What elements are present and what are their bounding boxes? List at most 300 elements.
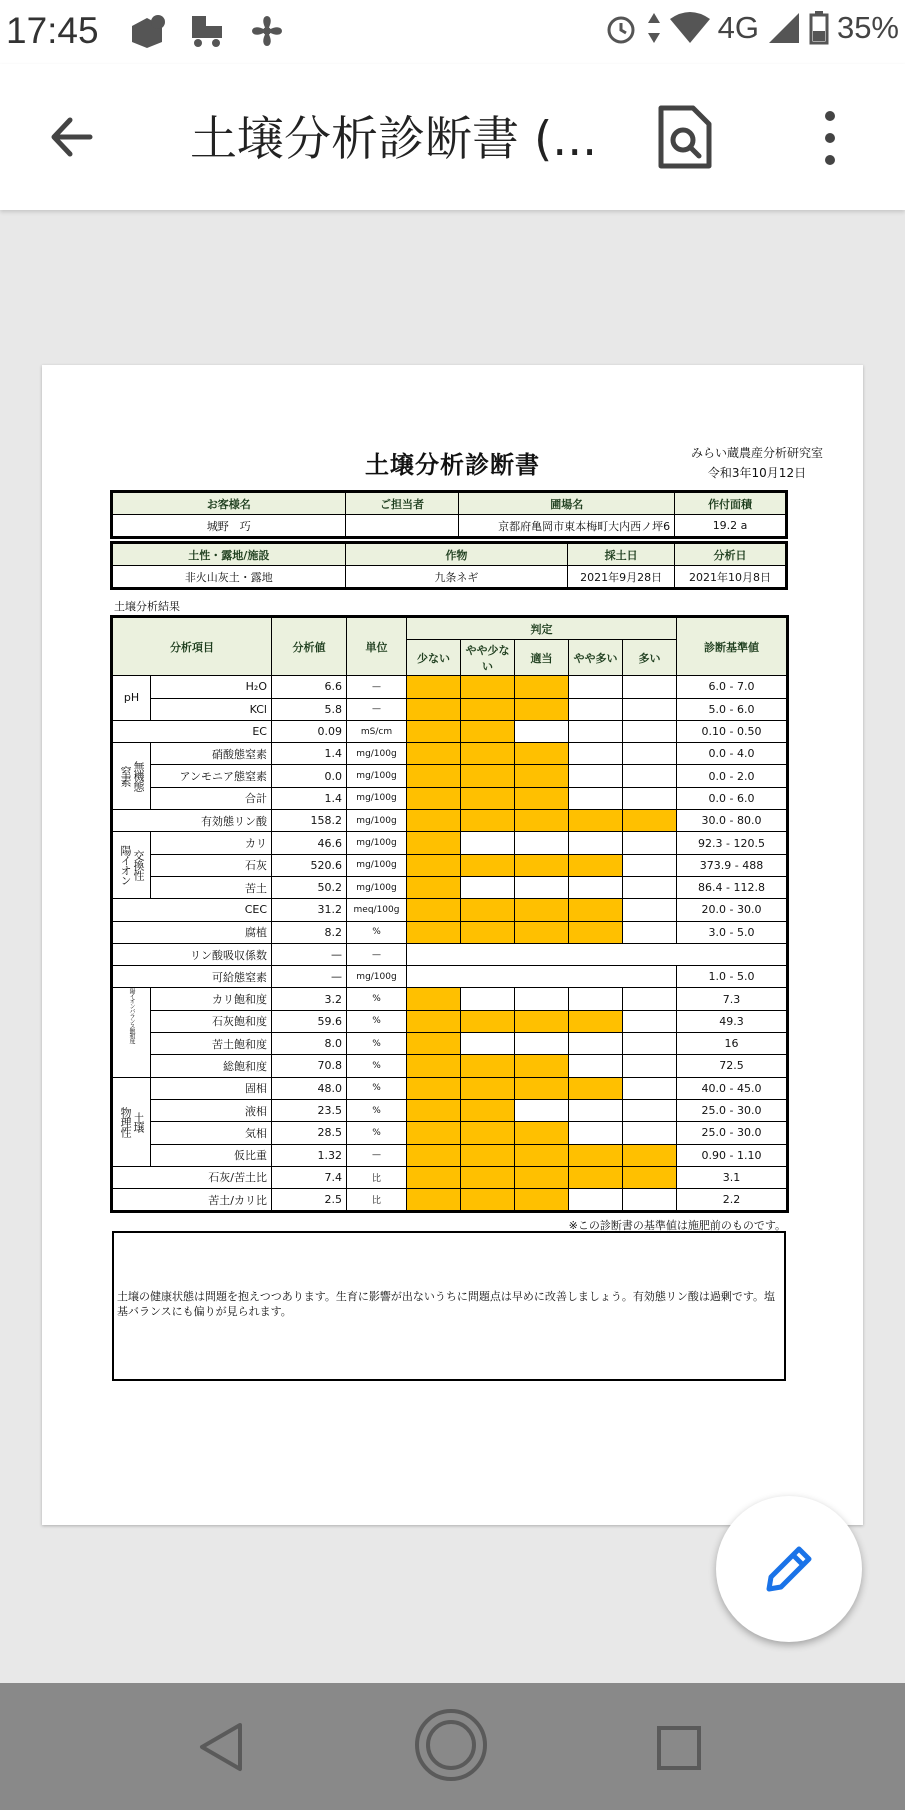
- item-unit: —: [347, 943, 407, 965]
- battery-icon: [809, 11, 829, 45]
- judgement-bar-cell: [407, 1122, 461, 1144]
- judgement-bar-cell: [515, 765, 569, 787]
- table-row: [113, 743, 787, 765]
- header-value: 分析値: [272, 618, 347, 676]
- item-value: 5.8: [272, 698, 347, 720]
- table-row: [113, 1055, 787, 1077]
- judgement-bar-cell: [515, 743, 569, 765]
- item-unit: mg/100g: [347, 832, 407, 854]
- crop: 九条ネギ: [345, 566, 568, 588]
- item-value: —: [272, 966, 347, 988]
- judgement-bar-cell: [623, 988, 677, 1010]
- level-low: 少ない: [407, 640, 461, 676]
- item-criteria: 92.3 - 120.5: [677, 832, 787, 854]
- judgement-bar-cell: [569, 1077, 623, 1099]
- item-value: —: [272, 943, 347, 965]
- table-row: [113, 988, 787, 1010]
- item-criteria: 86.4 - 112.8: [677, 876, 787, 898]
- item-name: 苦土/カリ比: [113, 1189, 272, 1211]
- item-value: 1.32: [272, 1144, 347, 1166]
- analysis-date: 2021年10月8日: [675, 566, 786, 588]
- judgement-bar-cell: [407, 720, 461, 742]
- judgement-bar-cell: [461, 765, 515, 787]
- delivery-truck-icon: [188, 12, 226, 50]
- app-notification-icon: [128, 12, 166, 50]
- item-criteria: 0.90 - 1.10: [677, 1144, 787, 1166]
- table-row: [113, 921, 787, 943]
- judgement-bar-cell: [461, 1166, 515, 1188]
- judgement-bar-cell: [407, 1099, 461, 1121]
- customer-name: 城野 巧: [113, 515, 346, 537]
- judgement-bar-cell: [623, 854, 677, 876]
- level-slightly-high: やや多い: [569, 640, 623, 676]
- table-row: [113, 876, 787, 898]
- planting-area: 19.2 a: [675, 515, 786, 537]
- item-value: 2.5: [272, 1189, 347, 1211]
- judgement-bar-cell: [515, 676, 569, 698]
- item-value: 8.2: [272, 921, 347, 943]
- judgement-bar-cell: [407, 832, 461, 854]
- judgement-bar-cell: [623, 921, 677, 943]
- judgement-bar-cell: [623, 1144, 677, 1166]
- data-transfer-icon: [646, 11, 662, 45]
- judgement-bar-cell: [461, 1055, 515, 1077]
- item-name: カリ飽和度: [151, 988, 272, 1010]
- item-criteria: 373.9 - 488: [677, 854, 787, 876]
- soil-type: 非火山灰土・露地: [113, 566, 346, 588]
- judgement-bar-cell: [569, 988, 623, 1010]
- judgement-bar-cell: [461, 1144, 515, 1166]
- judgement-bar-cell: [515, 1055, 569, 1077]
- item-name: 腐植: [113, 921, 272, 943]
- judgement-bar-cell: [461, 832, 515, 854]
- judgement-bar-cell: [515, 1010, 569, 1032]
- group-nitrogen: [113, 743, 151, 810]
- group-cation-outer: 陽イオン: [119, 845, 132, 886]
- judgement-bar-cell: [515, 899, 569, 921]
- item-value: 31.2: [272, 899, 347, 921]
- item-criteria: 30.0 - 80.0: [677, 810, 787, 832]
- item-unit: %: [347, 1055, 407, 1077]
- judgement-bar-cell: [407, 676, 461, 698]
- judgement-bar-cell: [407, 1189, 461, 1211]
- item-criteria: 49.3: [677, 1010, 787, 1032]
- level-high: 多い: [623, 640, 677, 676]
- item-value: 28.5: [272, 1122, 347, 1144]
- judgement-bar-cell: [461, 787, 515, 809]
- group-physical-outer: 物理性: [119, 1106, 132, 1137]
- judgement-bar-cell: [515, 1099, 569, 1121]
- table-row: [113, 787, 787, 809]
- item-value: 50.2: [272, 876, 347, 898]
- item-unit: meq/100g: [347, 899, 407, 921]
- staff-name: [345, 515, 459, 537]
- item-unit: %: [347, 1010, 407, 1032]
- item-name: KCl: [151, 698, 272, 720]
- judgement-bar-cell: [569, 1189, 623, 1211]
- navigation-bar: [0, 1683, 905, 1810]
- judgement-bar-cell: [461, 720, 515, 742]
- header-customer: お客様名: [113, 493, 346, 515]
- group-balance: 陽イオンバランス飽和度: [113, 988, 151, 1077]
- table-row: [113, 1099, 787, 1121]
- judgement-bar-cell: [461, 1189, 515, 1211]
- judgement-bar-cell: [461, 988, 515, 1010]
- judgement-bar-cell: [623, 899, 677, 921]
- status-time: 17:45: [6, 10, 99, 51]
- judgement-bar-cell: [623, 1122, 677, 1144]
- item-name: 液相: [151, 1099, 272, 1121]
- header-area: 作付面積: [675, 493, 786, 515]
- item-name: 石灰: [151, 854, 272, 876]
- header-judgement: 判定: [407, 618, 677, 640]
- group-cation: [113, 832, 151, 899]
- judgement-bar-cell: [623, 1077, 677, 1099]
- item-name: 固相: [151, 1077, 272, 1099]
- item-unit: %: [347, 1122, 407, 1144]
- sample-date: 2021年9月28日: [568, 566, 675, 588]
- header-staff: ご担当者: [345, 493, 459, 515]
- item-name: 有効態リン酸: [113, 810, 272, 832]
- item-name: 総飽和度: [151, 1055, 272, 1077]
- table-row: [113, 832, 787, 854]
- judgement-bar-cell: [407, 698, 461, 720]
- header-item: 分析項目: [113, 618, 272, 676]
- more-vert-icon[interactable]: [810, 108, 850, 168]
- item-unit: mg/100g: [347, 854, 407, 876]
- judgement-bar-cell: [569, 1166, 623, 1188]
- pinwheel-icon: [248, 12, 286, 50]
- header-soil-type: 土性・露地/施設: [113, 544, 346, 566]
- header-unit: 単位: [347, 618, 407, 676]
- judgement-bar-cell: [407, 899, 461, 921]
- judgement-bar-cell: [515, 1166, 569, 1188]
- edit-pencil-icon: [761, 1541, 817, 1597]
- item-value: 8.0: [272, 1033, 347, 1055]
- item-unit: mg/100g: [347, 765, 407, 787]
- item-unit: mg/100g: [347, 966, 407, 988]
- item-value: 70.8: [272, 1055, 347, 1077]
- item-unit: %: [347, 1033, 407, 1055]
- header-analysis-date: 分析日: [675, 544, 786, 566]
- judgement-bar-cell: [569, 1055, 623, 1077]
- item-name: 苦土: [151, 876, 272, 898]
- footnote: ※この診断書の基準値は施肥前のものです。: [568, 1219, 786, 1232]
- judgement-bar-cell: [623, 1099, 677, 1121]
- item-unit: 比: [347, 1166, 407, 1188]
- item-name: 可給態窒素: [113, 966, 272, 988]
- item-unit: —: [347, 698, 407, 720]
- header-criteria: 診断基準値: [677, 618, 787, 676]
- item-value: 7.4: [272, 1166, 347, 1188]
- table-row: [113, 1010, 787, 1032]
- item-unit: %: [347, 988, 407, 1010]
- edit-button[interactable]: [716, 1496, 862, 1642]
- judgement-bar-cell: [461, 698, 515, 720]
- item-name: CEC: [113, 899, 272, 921]
- judgement-bar-cell: [623, 720, 677, 742]
- judgement-bar-cell: [569, 720, 623, 742]
- group-ph: pH: [113, 676, 151, 721]
- table-row: [113, 854, 787, 876]
- table-row: [113, 720, 787, 742]
- judgement-bar-cell: [623, 1166, 677, 1188]
- table-row: [113, 810, 787, 832]
- network-type: 4G: [717, 10, 759, 45]
- judgement-bar-cell: [515, 854, 569, 876]
- item-value: 0.0: [272, 765, 347, 787]
- item-unit: 比: [347, 1189, 407, 1211]
- table-row: [113, 1033, 787, 1055]
- item-name: カリ: [151, 832, 272, 854]
- table-row: [113, 765, 787, 787]
- judgement-bar-cell: [407, 988, 461, 1010]
- report-title: 土壌分析診断書: [365, 451, 540, 479]
- item-value: 59.6: [272, 1010, 347, 1032]
- item-value: 3.2: [272, 988, 347, 1010]
- item-unit: mg/100g: [347, 810, 407, 832]
- judgement-bar-cell: [623, 832, 677, 854]
- judgement-bar-cell: [569, 765, 623, 787]
- judgement-bar-cell: [623, 876, 677, 898]
- item-unit: mg/100g: [347, 787, 407, 809]
- back-arrow-icon[interactable]: [40, 104, 106, 170]
- group-physical: [113, 1077, 151, 1166]
- judgement-bar-cell: [461, 676, 515, 698]
- item-name: 石灰飽和度: [151, 1010, 272, 1032]
- judgement-bar-cell: [461, 743, 515, 765]
- item-name: H₂O: [151, 676, 272, 698]
- judgement-bar-cell: [407, 1166, 461, 1188]
- item-unit: mS/cm: [347, 720, 407, 742]
- judgement-bar-cell: [407, 1077, 461, 1099]
- judgement-bar-cell: [407, 1033, 461, 1055]
- group-nitrogen-inner: 無機態: [132, 761, 145, 792]
- field-name: 京都府亀岡市東本梅町大内西ノ坪6: [459, 515, 675, 537]
- judgement-bar-cell: [461, 1099, 515, 1121]
- results-body: [113, 676, 787, 1211]
- item-unit: %: [347, 921, 407, 943]
- item-criteria: 3.1: [677, 1166, 787, 1188]
- judgement-bar-cell: [407, 810, 461, 832]
- judgement-bar-cell: [461, 810, 515, 832]
- judgement-bar-cell: [569, 1010, 623, 1032]
- judgement-bar-cell: [461, 1010, 515, 1032]
- item-criteria: 0.0 - 2.0: [677, 765, 787, 787]
- table-row: [113, 1189, 787, 1211]
- judgement-bar-cell: [515, 720, 569, 742]
- group-cation-inner: 交換性: [132, 850, 145, 881]
- soil-table: [112, 543, 786, 588]
- document-page: [42, 365, 863, 1525]
- table-row: [113, 1122, 787, 1144]
- level-appropriate: 適当: [515, 640, 569, 676]
- item-criteria: 6.0 - 7.0: [677, 676, 787, 698]
- judgement-bar-cell: [515, 988, 569, 1010]
- results-section-label: 土壌分析結果: [114, 600, 180, 613]
- judgement-bar-cell: [515, 787, 569, 809]
- item-name: アンモニア態窒素: [151, 765, 272, 787]
- nav-home-icon[interactable]: [413, 1707, 489, 1783]
- judgement-bar-cell: [407, 743, 461, 765]
- judgement-bar-cell: [569, 698, 623, 720]
- judgement-bar-cell: [407, 1144, 461, 1166]
- results-table: [112, 617, 787, 1211]
- item-name: 仮比重: [151, 1144, 272, 1166]
- judgement-bar-cell: [407, 1010, 461, 1032]
- judgement-bar-cell: [407, 876, 461, 898]
- item-name: 苦土飽和度: [151, 1033, 272, 1055]
- judgement-bar-cell: [569, 876, 623, 898]
- lab-name: みらい蔵農産分析研究室: [690, 446, 823, 460]
- item-criteria: 72.5: [677, 1055, 787, 1077]
- group-physical-inner: 土壌: [132, 1111, 145, 1132]
- judgement-bar-cell: [461, 899, 515, 921]
- item-criteria: 0.10 - 0.50: [677, 720, 787, 742]
- judgement-bar-cell: [569, 1099, 623, 1121]
- item-criteria: 5.0 - 6.0: [677, 698, 787, 720]
- judgement-bar-cell: [515, 1033, 569, 1055]
- item-value: 1.4: [272, 787, 347, 809]
- table-row: [113, 1166, 787, 1188]
- judgement-bar-cell: [569, 1144, 623, 1166]
- judgement-bar-cell: [515, 1122, 569, 1144]
- judgement-bar-cell: [623, 787, 677, 809]
- item-unit: —: [347, 1144, 407, 1166]
- item-value: 48.0: [272, 1077, 347, 1099]
- judgement-bar-cell: [515, 1189, 569, 1211]
- document-search-icon[interactable]: [655, 104, 715, 170]
- item-name: 合計: [151, 787, 272, 809]
- judgement-bar-cell: [569, 1122, 623, 1144]
- table-row: [113, 1144, 787, 1166]
- item-criteria: 2.2: [677, 1189, 787, 1211]
- item-name: 硝酸態窒素: [151, 743, 272, 765]
- item-unit: —: [347, 676, 407, 698]
- alarm-icon: [604, 11, 638, 45]
- judgement-bar-cell: [461, 876, 515, 898]
- not-applicable-cell: [407, 943, 787, 965]
- judgement-bar-cell: [623, 743, 677, 765]
- table-row: [113, 676, 787, 698]
- item-criteria: 25.0 - 30.0: [677, 1099, 787, 1121]
- judgement-bar-cell: [407, 921, 461, 943]
- item-criteria: 25.0 - 30.0: [677, 1122, 787, 1144]
- item-value: 46.6: [272, 832, 347, 854]
- judgement-bar-cell: [569, 1033, 623, 1055]
- judgement-bar-cell: [623, 676, 677, 698]
- table-row: [113, 698, 787, 720]
- item-criteria: 20.0 - 30.0: [677, 899, 787, 921]
- signal-icon: [767, 11, 801, 45]
- item-unit: mg/100g: [347, 743, 407, 765]
- judgement-bar-cell: [461, 1033, 515, 1055]
- item-value: 158.2: [272, 810, 347, 832]
- judgement-bar-cell: [461, 1077, 515, 1099]
- diagnosis-comment: 土壌の健康状態は問題を抱えつつあります。生育に影響が出ないうちに問題点は早めに改善しましょう。有効態リン酸は過剰です。塩基バランスにも偏りが見られます。: [112, 1231, 786, 1381]
- judgement-bar-cell: [569, 743, 623, 765]
- item-name: リン酸吸収係数: [113, 943, 272, 965]
- table-row: [113, 1077, 787, 1099]
- judgement-bar-cell: [623, 698, 677, 720]
- table-row: [113, 966, 787, 988]
- judgement-bar-cell: [623, 1033, 677, 1055]
- judgement-bar-cell: [515, 698, 569, 720]
- judgement-bar-cell: [407, 1055, 461, 1077]
- header-field: 圃場名: [459, 493, 675, 515]
- item-criteria: 1.0 - 5.0: [677, 966, 787, 988]
- item-value: 520.6: [272, 854, 347, 876]
- item-unit: %: [347, 1077, 407, 1099]
- item-value: 6.6: [272, 676, 347, 698]
- judgement-bar-cell: [569, 787, 623, 809]
- level-slightly-low: やや少ない: [461, 640, 515, 676]
- battery-level: 35%: [836, 10, 899, 45]
- judgement-bar-cell: [515, 921, 569, 943]
- group-nitrogen-outer: 窒素: [119, 766, 132, 787]
- judgement-bar-cell: [623, 765, 677, 787]
- item-criteria: 40.0 - 45.0: [677, 1077, 787, 1099]
- header-sample-date: 採土日: [568, 544, 675, 566]
- item-name: 気相: [151, 1122, 272, 1144]
- document-title: 土壌分析診断書 (...: [190, 112, 598, 167]
- judgement-bar-cell: [569, 921, 623, 943]
- judgement-bar-cell: [515, 1077, 569, 1099]
- judgement-bar-cell: [515, 876, 569, 898]
- judgement-bar-cell: [407, 854, 461, 876]
- judgement-bar-cell: [407, 765, 461, 787]
- item-unit: %: [347, 1099, 407, 1121]
- item-criteria: 16: [677, 1033, 787, 1055]
- item-criteria: 0.0 - 6.0: [677, 787, 787, 809]
- judgement-bar-cell: [623, 1010, 677, 1032]
- judgement-bar-cell: [461, 854, 515, 876]
- item-value: 0.09: [272, 720, 347, 742]
- nav-recents-icon[interactable]: [656, 1725, 702, 1771]
- judgement-bar-cell: [515, 1144, 569, 1166]
- item-unit: mg/100g: [347, 876, 407, 898]
- table-row: [113, 899, 787, 921]
- report-date: 令和3年10月12日: [707, 466, 807, 480]
- judgement-bar-cell: [623, 810, 677, 832]
- judgement-bar-cell: [407, 787, 461, 809]
- item-name: EC: [113, 720, 272, 742]
- judgement-bar-cell: [515, 810, 569, 832]
- item-criteria: 0.0 - 4.0: [677, 743, 787, 765]
- nav-back-icon[interactable]: [196, 1721, 248, 1773]
- judgement-bar-cell: [623, 1189, 677, 1211]
- judgement-bar-cell: [461, 1122, 515, 1144]
- customer-table: [112, 492, 786, 537]
- judgement-bar-cell: [569, 832, 623, 854]
- header-crop: 作物: [345, 544, 568, 566]
- judgement-bar-cell: [515, 832, 569, 854]
- item-criteria: 3.0 - 5.0: [677, 921, 787, 943]
- app-bar: [0, 64, 905, 210]
- judgement-bar-cell: [623, 1055, 677, 1077]
- judgement-bar-cell: [569, 810, 623, 832]
- item-value: 23.5: [272, 1099, 347, 1121]
- wifi-icon: [670, 11, 710, 45]
- item-criteria: 7.3: [677, 988, 787, 1010]
- judgement-bar-cell: [569, 854, 623, 876]
- judgement-bar-cell: [461, 921, 515, 943]
- item-value: 1.4: [272, 743, 347, 765]
- judgement-bar-cell: [569, 899, 623, 921]
- item-name: 石灰/苦土比: [113, 1166, 272, 1188]
- not-applicable-cell: [407, 966, 677, 988]
- status-bar: [0, 0, 905, 64]
